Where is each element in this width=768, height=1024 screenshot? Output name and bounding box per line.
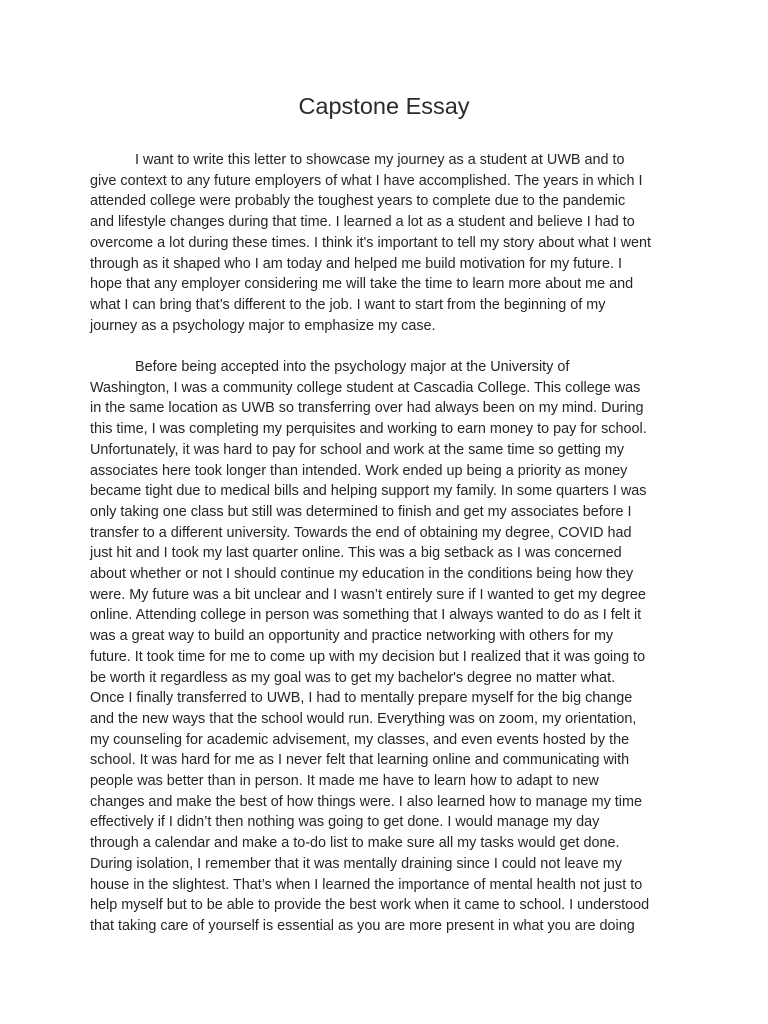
paragraph-line: changes and make the best of how things were. I also learned how to manage my time bbox=[90, 793, 642, 810]
paragraph-line: attended college were probably the toughest years to complete due to the pandemic bbox=[90, 193, 626, 210]
paragraph-line: be worth it regardless as my goal was to get my bachelor's degree no matter what. bbox=[90, 669, 616, 686]
paragraph-line: Washington, I was a community college student at Cascadia College. This college was bbox=[90, 379, 641, 396]
paragraph-line: help myself but to be able to provide the best work when it came to school. I understood bbox=[90, 897, 650, 914]
paragraph-line: transfer to a different university. Towards the end of obtaining my degree, COVID had bbox=[90, 524, 632, 541]
paragraph-line: Unfortunately, it was hard to pay for school and work at the same time so getting my bbox=[90, 441, 625, 458]
paragraph-line: was a great way to build an opportunity and practice networking with others for my bbox=[90, 628, 614, 645]
paragraph-line: and lifestyle changes during that time. I learned a lot as a student and believe I had to bbox=[90, 214, 635, 231]
paragraph-line: were. My future was a bit unclear and I wasn’t entirely sure if I wanted to get my degree bbox=[90, 586, 646, 603]
paragraph-line: people was better than in person. It made me have to learn how to adapt to new bbox=[90, 773, 599, 790]
paragraph-line: future. It took time for me to come up with my decision but I realized that it was going to bbox=[90, 648, 646, 665]
paragraph-line: I want to write this letter to showcase my journey as a student at UWB and to bbox=[135, 152, 625, 168]
paragraph-line: just hit and I took my last quarter online. This was a big setback as I was concerned bbox=[90, 545, 622, 562]
essay-paragraph bbox=[90, 150, 690, 336]
paragraph-line: During isolation, I remember that it was mentally draining since I could not leave my bbox=[90, 855, 622, 872]
paragraph-line: online. Attending college in person was something that I always wanted to do as I felt it bbox=[90, 607, 642, 624]
paragraph-line: became tight due to medical bills and helping support my family. In some quarters I was bbox=[90, 483, 647, 500]
essay-body bbox=[90, 150, 690, 957]
paragraph-line: house in the slightest. That’s when I learned the importance of mental health not just to bbox=[90, 876, 643, 893]
paragraph-line: that taking care of yourself is essential as you are more present in what you are doing bbox=[90, 918, 635, 934]
paragraph-line: about whether or not I should continue my education in the conditions being how they bbox=[90, 566, 634, 583]
paragraph-line: through a calendar and make a to-do list to make sure all my tasks would get done. bbox=[90, 835, 620, 852]
paragraph-line: Before being accepted into the psychology major at the University of bbox=[135, 359, 570, 376]
paragraph-line: Once I finally transferred to UWB, I had to mentally prepare myself for the big change bbox=[90, 690, 633, 707]
paragraph-line: hope that any employer considering me will take the time to learn more about me and bbox=[90, 276, 634, 293]
essay-paragraph bbox=[90, 357, 690, 937]
paragraph-line: and the new ways that the school would run. Everything was on zoom, my orientation, bbox=[90, 710, 637, 727]
paragraph-line: through as it shaped who I am today and helped me build motivation for my future. I bbox=[90, 255, 622, 272]
paragraph-line: what I can bring that’s different to the job. I want to start from the beginning of my bbox=[90, 296, 606, 313]
paragraph-line: only taking one class but still was determined to finish and get my associates before I bbox=[90, 503, 632, 520]
paragraph-line: give context to any future employers of what I have accomplished. The years in which I bbox=[90, 172, 643, 189]
paragraph-line: in the same location as UWB so transferring over had always been on my mind. During bbox=[90, 400, 644, 417]
paragraph-line: this time, I was completing my perquisites and working to earn money to pay for school. bbox=[90, 421, 647, 438]
paragraph-line: school. It was hard for me as I never felt that learning online and communicating with bbox=[90, 752, 630, 769]
paragraph-line: my counseling for academic advisement, my classes, and even events hosted by the bbox=[90, 731, 630, 748]
paragraph-line: overcome a lot during these times. I think it's important to tell my story about what I went bbox=[90, 234, 652, 251]
paragraph-line: effectively if I didn’t then nothing was going to get done. I would manage my day bbox=[90, 814, 600, 831]
paragraph-line: associates here took longer than intended. Work ended up being a priority as money bbox=[90, 462, 628, 479]
document-title: Capstone Essay bbox=[298, 93, 470, 119]
paragraph-line: journey as a psychology major to emphasize my case. bbox=[90, 317, 436, 334]
